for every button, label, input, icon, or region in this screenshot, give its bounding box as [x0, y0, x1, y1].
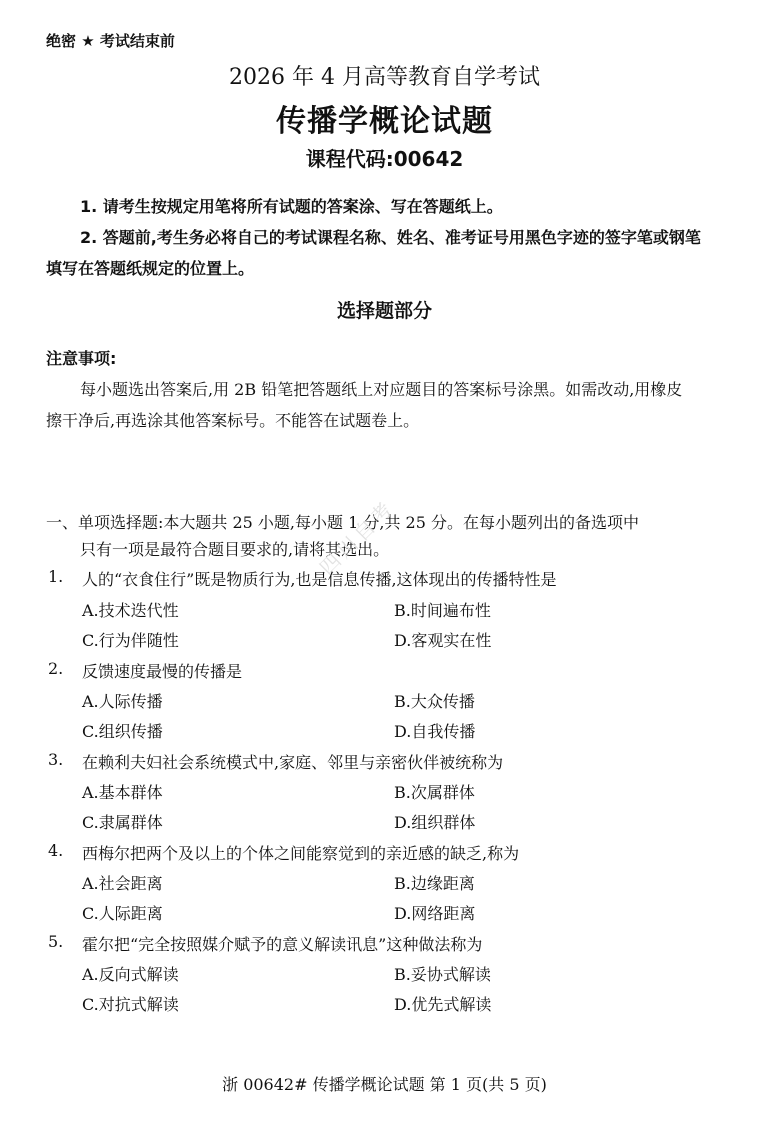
question-number: 1. — [48, 567, 64, 586]
course-code: 课程代码:00642 — [305, 147, 464, 171]
attention-line-1: 每小题选出答案后,用 2B 铅笔把答题纸上对应题目的答案标号涂黑。如需改动,用橡皮 — [80, 380, 683, 399]
option-b: B.边缘距离 — [394, 874, 475, 893]
option-d: D.自我传播 — [394, 722, 476, 741]
question-number: 4. — [48, 841, 64, 860]
option-c: C.组织传播 — [82, 722, 163, 741]
question-text: 人的“衣食住行”既是物质行为,也是信息传播,这体现出的传播特性是 — [82, 570, 557, 589]
page-footer: 浙 00642# 传播学概论试题 第 1 页(共 5 页) — [222, 1075, 547, 1094]
option-a: A.技术迭代性 — [82, 601, 179, 620]
question-text: 反馈速度最慢的传播是 — [82, 662, 243, 681]
attention-heading: 注意事项: — [46, 349, 117, 368]
notice-1: 1. 请考生按规定用笔将所有试题的答案涂、写在答题纸上。 — [80, 197, 503, 216]
option-a: A.人际传播 — [82, 692, 163, 711]
question-number: 2. — [48, 659, 64, 678]
question-text: 在赖利夫妇社会系统模式中,家庭、邻里与亲密伙伴被统称为 — [82, 753, 504, 772]
option-c: C.人际距离 — [82, 904, 163, 923]
option-b: B.妥协式解读 — [394, 965, 491, 984]
question-number: 5. — [48, 932, 64, 951]
watermark: 四川自考 — [314, 494, 400, 580]
option-a: A.反向式解读 — [82, 965, 179, 984]
paper-title: 传播学概论试题 — [276, 104, 493, 139]
option-b: B.次属群体 — [394, 783, 475, 802]
option-d: D.客观实在性 — [394, 631, 492, 650]
confidential-label: 绝密 ★ 考试结束前 — [46, 32, 175, 50]
part-one-heading: 一、单项选择题:本大题共 25 小题,每小题 1 分,共 25 分。在每小题列出的备选项中 — [46, 513, 639, 532]
option-d: D.组织群体 — [394, 813, 476, 832]
option-c: C.行为伴随性 — [82, 631, 179, 650]
option-d: D.网络距离 — [394, 904, 476, 923]
notice-2-cont: 填写在答题纸规定的位置上。 — [46, 259, 255, 278]
attention-line-2: 擦干净后,再选涂其他答案标号。不能答在试题卷上。 — [46, 411, 420, 430]
option-d: D.优先式解读 — [394, 995, 492, 1014]
part-one-heading-cont: 只有一项是最符合题目要求的,请将其选出。 — [80, 540, 390, 559]
question-text: 霍尔把“完全按照媒介赋予的意义解读讯息”这种做法称为 — [82, 935, 483, 954]
option-a: A.基本群体 — [82, 783, 163, 802]
option-a: A.社会距离 — [82, 874, 163, 893]
exam-title: 2026 年 4 月高等教育自学考试 — [229, 65, 540, 90]
question-number: 3. — [48, 750, 64, 769]
option-c: C.隶属群体 — [82, 813, 163, 832]
option-c: C.对抗式解读 — [82, 995, 179, 1014]
section-title: 选择题部分 — [336, 300, 432, 322]
option-b: B.时间遍布性 — [394, 601, 491, 620]
option-b: B.大众传播 — [394, 692, 475, 711]
notice-2: 2. 答题前,考生务必将自己的考试课程名称、姓名、准考证号用黑色字迹的签字笔或钢笔 — [80, 228, 701, 247]
question-text: 西梅尔把两个及以上的个体之间能察觉到的亲近感的缺乏,称为 — [82, 844, 520, 863]
